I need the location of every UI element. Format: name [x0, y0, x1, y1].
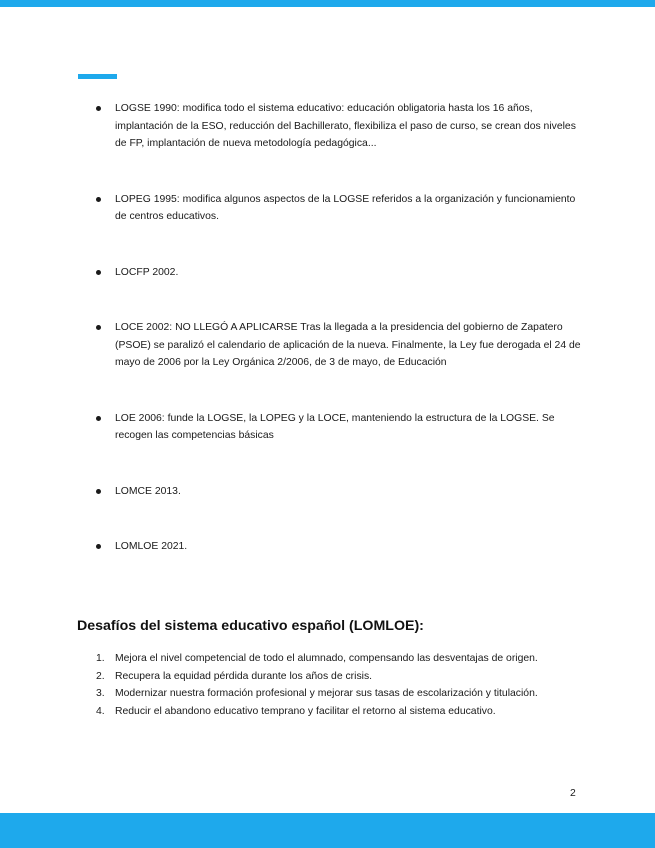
- accent-dash: [78, 74, 117, 79]
- education-laws-list: [115, 100, 585, 556]
- law-item-lopeg: LOPEG 1995: modifica algunos aspectos de la LOGSE referidos a la organización y funcionamiento de centros educativos.: [115, 191, 585, 226]
- challenge-text: Modernizar nuestra formación profesional y mejorar sus tasas de escolarización y titulación.: [115, 688, 538, 699]
- page-number: 2: [570, 788, 576, 799]
- challenge-item: [96, 685, 575, 703]
- challenge-item: [96, 650, 575, 668]
- challenge-item: [96, 703, 575, 721]
- law-item-loce: LOCE 2002: NO LLEGÓ A APLICARSE Tras la llegada a la presidencia del gobierno de Zapatero (PSOE) se paralizó el calendario de aplicación de la nueva. Finalmente, la Ley fue derogada el 24 de mayo de 2006 por la Ley Orgánica 2/2006, de 3 de mayo, de Educación: [115, 319, 585, 372]
- list-number: 3.: [96, 688, 105, 699]
- challenges-list: [96, 650, 575, 720]
- bottom-accent-band: [0, 813, 655, 848]
- list-number: 2.: [96, 670, 105, 682]
- list-number: 1.: [96, 653, 105, 664]
- law-item-lomce: LOMCE 2013.: [115, 483, 585, 501]
- challenges-heading: Desafíos del sistema educativo español (LOMLOE):: [77, 618, 424, 634]
- law-item-lomloe: LOMLOE 2021.: [115, 538, 585, 556]
- list-number: 4.: [96, 705, 105, 717]
- law-item-locfp: LOCFP 2002.: [115, 264, 585, 282]
- top-accent-band: [0, 0, 655, 7]
- law-item-logse: LOGSE 1990: modifica todo el sistema educativo: educación obligatoria hasta los 16 años, implantación de la ESO, reducción del Bachillerato, flexibiliza el paso de curso, se crean dos niveles de FP, implantación de nueva metodología pedagógica...: [115, 100, 585, 153]
- challenge-text: Mejora el nivel competencial de todo el alumnado, compensando las desventajas de origen.: [115, 653, 538, 664]
- challenge-text: Recupera la equidad pérdida durante los años de crisis.: [115, 670, 373, 682]
- challenge-item: [96, 668, 575, 686]
- law-item-loe: LOE 2006: funde la LOGSE, la LOPEG y la LOCE, manteniendo la estructura de la LOGSE. Se recogen las competencias básicas: [115, 410, 585, 445]
- challenge-text: Reducir el abandono educativo temprano y facilitar el retorno al sistema educativo.: [115, 705, 496, 717]
